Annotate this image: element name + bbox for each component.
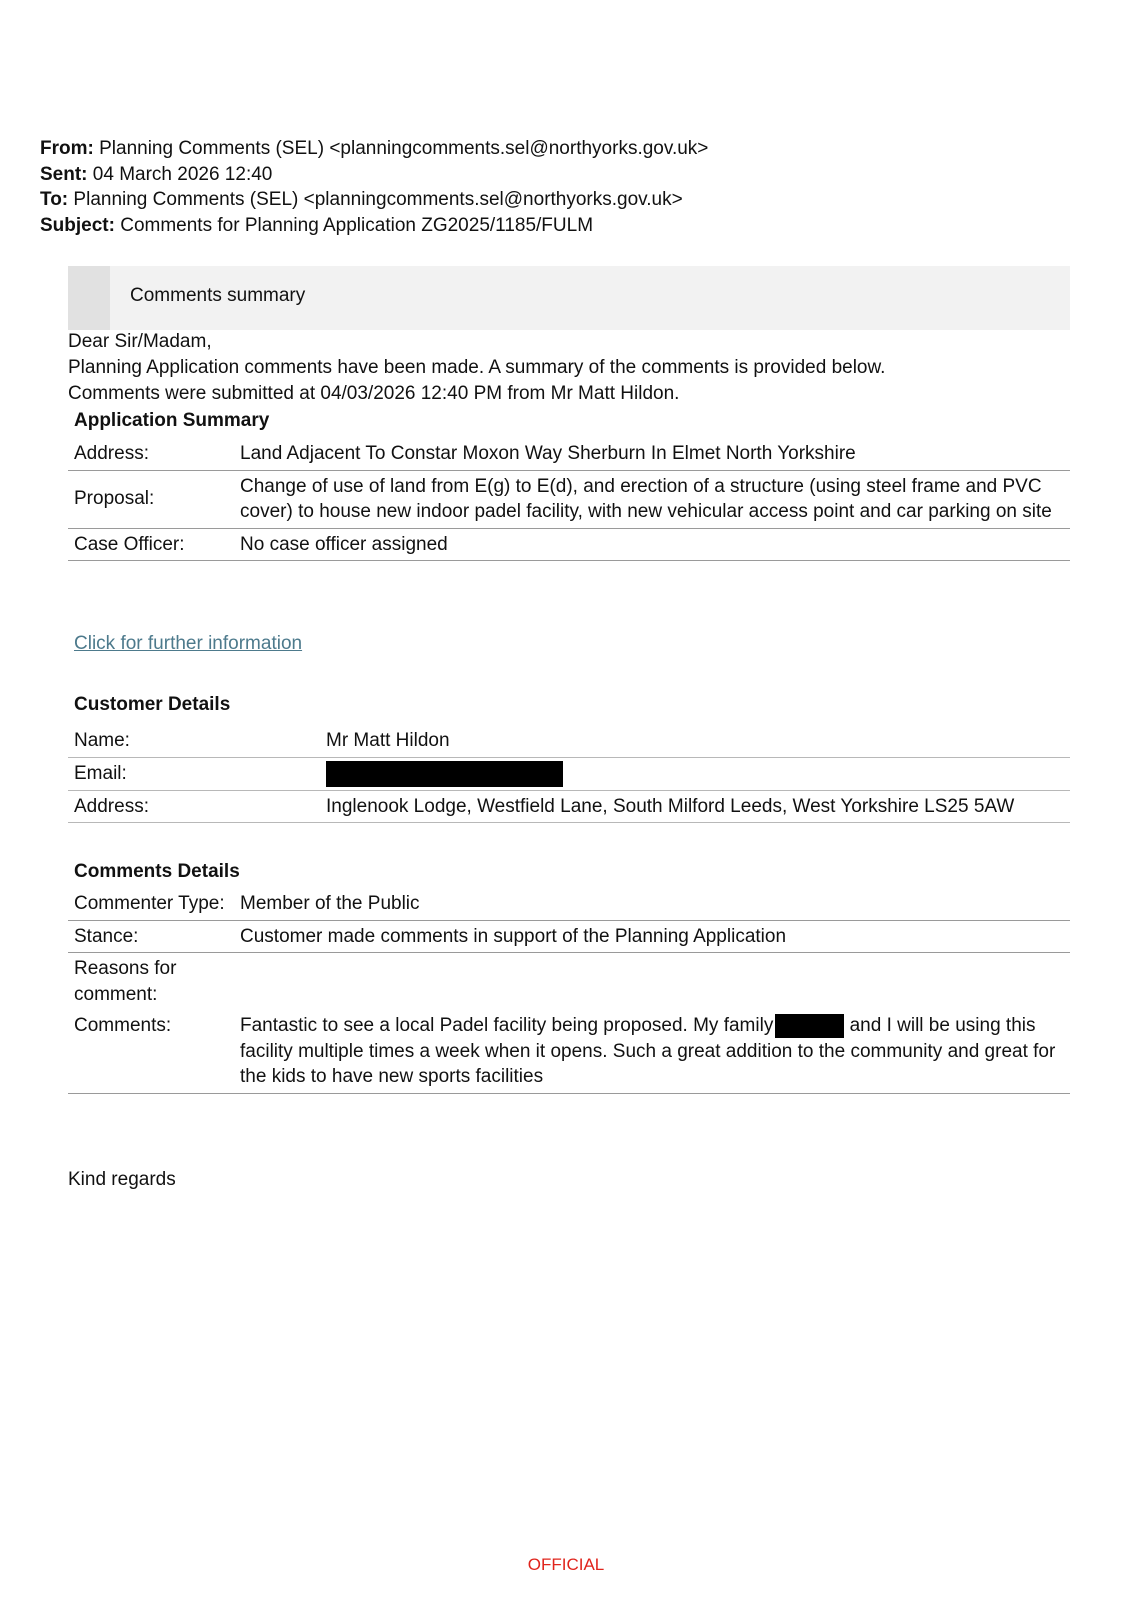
name-redaction	[775, 1014, 844, 1038]
table-row	[68, 725, 1070, 757]
banner-accent	[68, 266, 110, 330]
from-value: Planning Comments (SEL) <planningcomments.sel@northyorks.gov.uk>	[99, 138, 709, 159]
subject-value: Comments for Planning Application ZG2025/1185/FULM	[120, 214, 594, 236]
table-row	[68, 953, 1070, 1011]
row-value: Member of the Public	[232, 888, 1070, 920]
table-row	[68, 757, 1070, 790]
row-value	[232, 953, 1070, 1011]
row-label: Address:	[68, 438, 232, 470]
table-row	[68, 470, 1070, 528]
email-value	[318, 757, 1070, 790]
email-redaction	[326, 761, 563, 787]
to-row: To: Planning Comments (SEL) <planningcomments.sel@northyorks.gov.uk>	[40, 189, 683, 210]
row-label: Name:	[68, 725, 318, 757]
table-row	[68, 790, 1070, 823]
comments-details-table	[68, 888, 1070, 1094]
closing-text: Kind regards	[68, 1169, 176, 1190]
table-row	[68, 1010, 1070, 1093]
application-summary-table	[68, 438, 1070, 561]
row-value: Change of use of land from E(g) to E(d), and erection of a structure (using steel frame and PVC cover) to house new indoor padel facility, with new vehicular access point and car parking on site	[232, 470, 1070, 528]
application-summary-title: Application Summary	[74, 410, 270, 431]
greeting: Dear Sir/Madam,	[68, 331, 212, 352]
customer-details-title: Customer Details	[74, 694, 231, 715]
comments-value: Fantastic to see a local Padel facility being proposed. My family and I will be using this facility multiple times a week when it opens. Such a great addition to the community and great for the kids to have new sports facilities	[232, 1010, 1070, 1093]
row-value: No case officer assigned	[232, 528, 1070, 561]
row-value: Mr Matt Hildon	[318, 725, 1070, 757]
table-row	[68, 920, 1070, 953]
banner-title: Comments summary	[130, 285, 306, 306]
comments-details-title: Comments Details	[74, 861, 240, 882]
row-label: Stance:	[68, 920, 232, 953]
row-label: Case Officer:	[68, 528, 232, 561]
table-row	[68, 888, 1070, 920]
from-row: From: Planning Comments (SEL) <planningcomments.sel@northyorks.gov.uk>	[40, 138, 709, 159]
customer-details-table	[68, 725, 1070, 823]
sent-row: Sent: 04 March 2026 12:40	[40, 163, 273, 185]
further-information-link[interactable]: Click for further information	[74, 633, 303, 654]
row-value: Inglenook Lodge, Westfield Lane, South Milford Leeds, West Yorkshire LS25 5AW	[318, 790, 1070, 823]
row-label: Address:	[68, 790, 318, 823]
row-value: Land Adjacent To Constar Moxon Way Sherburn In Elmet North Yorkshire	[232, 438, 1070, 470]
table-row	[68, 438, 1070, 470]
row-label: Proposal:	[68, 470, 232, 528]
table-row	[68, 528, 1070, 561]
intro-line-2: Comments were submitted at 04/03/2026 12:40 PM from Mr Matt Hildon.	[68, 383, 680, 404]
classification-footer: OFFICIAL	[527, 1555, 605, 1574]
subject-row: Subject: Comments for Planning Application ZG2025/1185/FULM	[40, 214, 594, 236]
row-value: Customer made comments in support of the Planning Application	[232, 920, 1070, 953]
email-header	[40, 136, 708, 238]
to-value: Planning Comments (SEL) <planningcomments.sel@northyorks.gov.uk>	[73, 189, 683, 210]
row-label: Comments:	[68, 1010, 232, 1093]
intro-line-1: Planning Application comments have been made. A summary of the comments is provided below.	[68, 357, 886, 378]
sent-value: 04 March 2026 12:40	[92, 163, 273, 185]
row-label: Reasons for comment:	[74, 958, 177, 1005]
row-label: Commenter Type:	[68, 888, 232, 920]
intro-text	[68, 329, 885, 407]
row-label: Email:	[68, 757, 318, 790]
comments-summary-banner	[68, 266, 1070, 330]
